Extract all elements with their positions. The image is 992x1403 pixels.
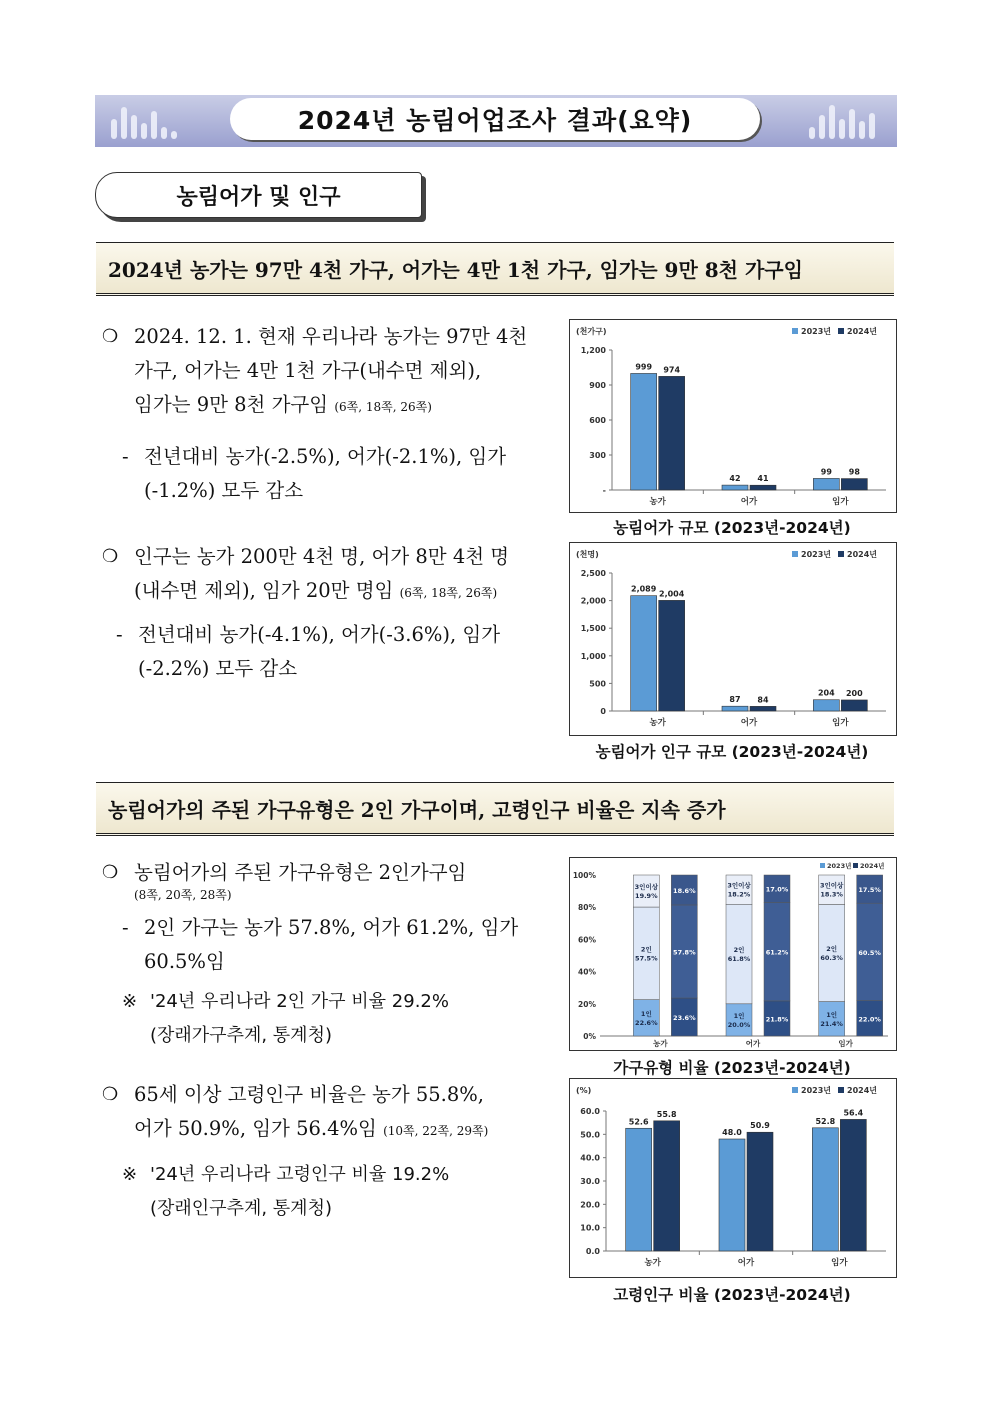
data-label: 48.0 bbox=[722, 1128, 742, 1137]
legend-label: 2023년 bbox=[801, 550, 831, 559]
y-tick-label: 60.0 bbox=[580, 1107, 600, 1116]
legend-label: 2024년 bbox=[860, 862, 885, 870]
x-tick-label: 임가 bbox=[832, 718, 849, 728]
segment-value-label: 21.8% bbox=[765, 1015, 789, 1024]
y-tick-label: 2,500 bbox=[580, 569, 606, 578]
note-marker: ※ bbox=[122, 1164, 138, 1185]
segment-value-label: 61.2% bbox=[765, 948, 789, 957]
headline-households: 2024년 농가는 97만 4천 가구, 어가는 4만 1천 가구, 임가는 9만 8천 가구임 bbox=[96, 242, 894, 296]
bar bbox=[813, 700, 839, 711]
text-line: (-2.2%) 모두 감소 bbox=[138, 657, 298, 680]
bar bbox=[631, 596, 657, 711]
paragraph-households bbox=[102, 320, 560, 508]
x-tick-label: 농가 bbox=[649, 718, 666, 728]
note-line: '24년 우리나라 고령인구 비율 19.2% bbox=[150, 1164, 450, 1185]
page-reference: (10쪽, 22쪽, 29쪽) bbox=[383, 1124, 489, 1138]
chart-elderly bbox=[569, 1078, 897, 1278]
segment-value-label: 22.6% bbox=[635, 1018, 658, 1027]
x-tick-label: 임가 bbox=[831, 1258, 848, 1268]
bar bbox=[722, 485, 748, 490]
text-line: 임가는 9만 8천 가구임 bbox=[134, 393, 329, 416]
text-line: 2024. 12. 1. 현재 우리나라 농가는 97만 4천 bbox=[134, 325, 528, 348]
segment-value-label: 20.0% bbox=[727, 1020, 751, 1029]
y-tick-label: 0 bbox=[600, 707, 606, 716]
y-tick-label: 2,000 bbox=[580, 596, 606, 606]
bar bbox=[812, 1128, 838, 1251]
y-tick-label: 10.0 bbox=[580, 1223, 600, 1233]
x-tick-label: 어가 bbox=[745, 1039, 761, 1048]
y-tick-label: 100% bbox=[572, 871, 596, 880]
caption-households: 농림어가 규모 (2023년-2024년) bbox=[613, 519, 851, 537]
chart-population bbox=[569, 542, 897, 736]
y-tick-label: 60% bbox=[578, 935, 596, 945]
page-reference: (6쪽, 18쪽, 26쪽) bbox=[399, 586, 498, 600]
headline-household-type: 농림어가의 주된 가구유형은 2인 가구이며, 고령인구 비율은 지속 증가 bbox=[96, 782, 894, 836]
bar bbox=[840, 1119, 866, 1251]
segment-name-label: 3인이상 bbox=[634, 883, 659, 892]
data-label: 42 bbox=[729, 474, 741, 484]
segment-name-label: 2인 bbox=[640, 945, 652, 954]
data-label: 41 bbox=[757, 474, 769, 484]
bar bbox=[654, 1121, 680, 1251]
legend-swatch bbox=[838, 328, 844, 334]
legend-label: 2023년 bbox=[801, 1086, 831, 1095]
segment-name-label: 2인 bbox=[826, 945, 838, 954]
dash-bullet: - bbox=[122, 445, 129, 468]
x-tick-label: 농가 bbox=[649, 497, 666, 507]
banner-decoration-left bbox=[107, 101, 187, 141]
unit-label: (천명) bbox=[576, 550, 599, 559]
unit-label: (천가구) bbox=[576, 327, 607, 336]
bar bbox=[659, 376, 685, 490]
y-tick-label: 300 bbox=[589, 451, 606, 460]
text-line: 인구는 농가 200만 4천 명, 어가 8만 4천 명 bbox=[134, 545, 510, 568]
caption-population: 농림어가 인구 규모 (2023년-2024년) bbox=[595, 743, 869, 761]
segment-value-label: 21.4% bbox=[820, 1019, 843, 1028]
segment-value-label: 57.8% bbox=[673, 948, 696, 957]
bar bbox=[719, 1139, 745, 1251]
legend-label: 2024년 bbox=[847, 327, 877, 336]
segment-name-label: 3인이상 bbox=[727, 881, 751, 890]
text-line: (-1.2%) 모두 감소 bbox=[144, 479, 304, 502]
paragraph-population bbox=[102, 540, 560, 686]
x-tick-label: 농가 bbox=[644, 1258, 661, 1268]
segment-name-label: 1인 bbox=[640, 1009, 652, 1018]
data-label: 52.6 bbox=[628, 1117, 649, 1127]
dash-bullet: - bbox=[116, 623, 123, 646]
legend-swatch bbox=[792, 551, 798, 557]
caption-household-type: 가구유형 비율 (2023년-2024년) bbox=[613, 1059, 851, 1077]
y-tick-label: 20% bbox=[578, 999, 596, 1009]
text-line: 가구, 어가는 4만 1천 가구(내수면 제외), bbox=[134, 359, 482, 382]
chart-population-svg bbox=[570, 543, 896, 735]
note-marker: ※ bbox=[122, 991, 138, 1012]
circle-bullet: ❍ bbox=[102, 1084, 119, 1105]
y-tick-label: 30.0 bbox=[580, 1177, 600, 1186]
x-tick-label: 임가 bbox=[832, 497, 849, 507]
title-banner bbox=[95, 95, 897, 147]
data-label: 204 bbox=[817, 688, 835, 698]
segment-value-label: 60.3% bbox=[820, 954, 843, 963]
segment-value-label: 17.5% bbox=[858, 886, 881, 895]
bar bbox=[659, 600, 685, 711]
segment-value-label: 18.6% bbox=[673, 886, 696, 895]
segment-value-label: 17.0% bbox=[765, 885, 789, 894]
data-label: 98 bbox=[848, 467, 860, 477]
section-tab: 농림어가 및 인구 bbox=[95, 172, 422, 218]
legend-swatch bbox=[820, 863, 825, 868]
y-tick-label: 0.0 bbox=[585, 1247, 600, 1256]
segment-value-label: 22.0% bbox=[858, 1015, 881, 1024]
circle-bullet: ❍ bbox=[102, 546, 119, 567]
segment-value-label: 61.8% bbox=[727, 955, 751, 964]
data-label: 99 bbox=[820, 467, 832, 477]
segment-value-label: 23.6% bbox=[673, 1014, 696, 1023]
chart-households bbox=[569, 319, 897, 513]
segment-value-label: 57.5% bbox=[635, 954, 658, 963]
bar bbox=[631, 373, 657, 490]
text-line: 농림어가의 주된 가구유형은 2인가구임 bbox=[134, 861, 467, 884]
bar bbox=[626, 1128, 652, 1251]
y-tick-label: 40.0 bbox=[580, 1153, 600, 1163]
segment-value-label: 19.9% bbox=[635, 892, 658, 901]
segment-name-label: 1인 bbox=[733, 1011, 745, 1020]
segment-name-label: 1인 bbox=[826, 1010, 838, 1019]
paragraph-household-type bbox=[102, 856, 560, 1053]
y-tick-label: 1,200 bbox=[580, 346, 606, 355]
note-line: (장래가구추계, 통계청) bbox=[150, 1025, 332, 1046]
y-tick-label: - bbox=[602, 486, 606, 495]
chart-households-svg bbox=[570, 320, 896, 512]
chart-household-type-svg bbox=[570, 858, 896, 1050]
legend-label: 2024년 bbox=[847, 550, 877, 559]
segment-name-label: 2인 bbox=[733, 946, 745, 955]
legend-swatch bbox=[853, 863, 858, 868]
paragraph-elderly bbox=[102, 1078, 560, 1226]
data-label: 87 bbox=[729, 695, 741, 705]
legend-label: 2024년 bbox=[847, 1086, 877, 1095]
banner-decoration-right bbox=[805, 101, 885, 141]
y-tick-label: 1,000 bbox=[580, 651, 606, 661]
y-tick-label: 50.0 bbox=[580, 1130, 600, 1140]
text-line: (내수면 제외), 임가 20만 명임 bbox=[134, 579, 394, 602]
data-label: 84 bbox=[757, 695, 769, 705]
data-label: 974 bbox=[663, 365, 681, 375]
x-tick-label: 어가 bbox=[740, 718, 758, 728]
dash-bullet: - bbox=[122, 916, 129, 939]
data-label: 55.8 bbox=[656, 1109, 677, 1119]
text-line: 전년대비 농가(-2.5%), 어가(-2.1%), 임가 bbox=[144, 445, 507, 468]
data-label: 52.8 bbox=[815, 1116, 836, 1126]
text-line: 65세 이상 고령인구 비율은 농가 55.8%, bbox=[134, 1083, 484, 1106]
legend-swatch bbox=[792, 1087, 798, 1093]
x-tick-label: 임가 bbox=[838, 1039, 853, 1048]
segment-value-label: 18.3% bbox=[820, 890, 843, 899]
page-reference: (6쪽, 18쪽, 26쪽) bbox=[334, 400, 432, 414]
data-label: 50.9 bbox=[750, 1121, 770, 1131]
y-tick-label: 900 bbox=[589, 381, 606, 390]
chart-elderly-svg bbox=[570, 1079, 896, 1277]
data-label: 999 bbox=[635, 362, 653, 372]
segment-value-label: 18.2% bbox=[727, 890, 751, 899]
legend-swatch bbox=[838, 1087, 844, 1093]
x-tick-label: 어가 bbox=[737, 1258, 755, 1268]
circle-bullet: ❍ bbox=[102, 862, 119, 883]
page-title: 2024년 농림어업조사 결과(요약) bbox=[230, 98, 760, 140]
text-line: 어가 50.9%, 임가 56.4%임 bbox=[134, 1117, 377, 1140]
bar bbox=[813, 478, 839, 490]
bar bbox=[722, 706, 748, 711]
bar bbox=[750, 485, 776, 490]
y-tick-label: 80% bbox=[578, 903, 596, 913]
legend-label: 2023년 bbox=[801, 327, 831, 336]
data-label: 56.4 bbox=[843, 1108, 864, 1118]
legend-swatch bbox=[838, 551, 844, 557]
circle-bullet: ❍ bbox=[102, 326, 119, 347]
legend-label: 2023년 bbox=[827, 862, 852, 870]
data-label: 2,089 bbox=[631, 584, 657, 594]
text-line: 60.5%임 bbox=[144, 950, 225, 973]
segment-name-label: 3인이상 bbox=[819, 881, 844, 890]
bar bbox=[747, 1132, 773, 1251]
legend-swatch bbox=[792, 328, 798, 334]
y-tick-label: 600 bbox=[589, 416, 606, 425]
unit-label: (%) bbox=[576, 1086, 592, 1095]
x-tick-label: 농가 bbox=[653, 1039, 668, 1048]
segment-value-label: 60.5% bbox=[858, 948, 881, 957]
y-tick-label: 500 bbox=[589, 679, 606, 689]
text-line: 전년대비 농가(-4.1%), 어가(-3.6%), 임가 bbox=[138, 623, 501, 646]
y-tick-label: 40% bbox=[578, 967, 596, 977]
page-reference: (8쪽, 20쪽, 28쪽) bbox=[134, 888, 232, 902]
bar bbox=[750, 706, 776, 711]
bar bbox=[841, 700, 867, 711]
y-tick-label: 1,500 bbox=[580, 624, 606, 634]
y-tick-label: 20.0 bbox=[580, 1200, 600, 1210]
text-line: 2인 가구는 농가 57.8%, 어가 61.2%, 임가 bbox=[144, 916, 519, 939]
caption-elderly: 고령인구 비율 (2023년-2024년) bbox=[613, 1286, 851, 1304]
x-tick-label: 어가 bbox=[740, 497, 758, 507]
chart-household-type bbox=[569, 857, 897, 1051]
data-label: 2,004 bbox=[659, 589, 685, 599]
y-tick-label: 0% bbox=[583, 1032, 596, 1041]
note-line: '24년 우리나라 2인 가구 비율 29.2% bbox=[150, 991, 449, 1012]
note-line: (장래인구추계, 통계청) bbox=[150, 1198, 332, 1219]
data-label: 200 bbox=[845, 688, 863, 698]
bar bbox=[841, 479, 867, 490]
